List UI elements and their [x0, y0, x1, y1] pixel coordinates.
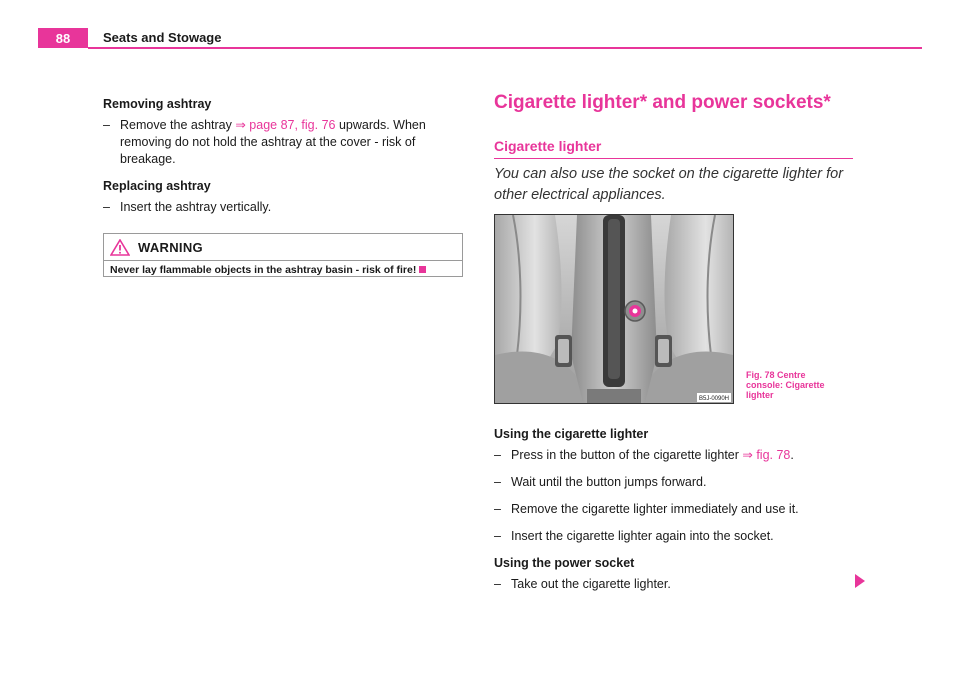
step-text: Take out the cigarette lighter. — [511, 577, 671, 591]
step-text — [511, 447, 864, 464]
step-text: Insert the ashtray vertically. — [120, 200, 272, 214]
warning-header — [104, 234, 462, 261]
header-divider — [88, 47, 922, 49]
socket-step — [494, 576, 864, 593]
step-dash: – — [494, 502, 501, 516]
replacing-step — [103, 199, 468, 216]
warning-body-text: Never lay flammable objects in the ashtray basin - risk of fire! — [110, 264, 417, 276]
lighter-step — [494, 528, 864, 545]
usage-instructions — [494, 426, 864, 603]
step-text-part: . — [790, 448, 794, 462]
removing-ashtray-heading: Removing ashtray — [103, 97, 212, 111]
step-text-part: upwards. When removing do not hold the ashtray at the cover - risk of breakage. — [120, 118, 426, 166]
replacing-ashtray-heading: Replacing ashtray — [103, 179, 211, 193]
page-number: 88 — [38, 28, 88, 48]
step-dash: – — [494, 529, 501, 543]
left-column — [103, 96, 468, 226]
page-header-title: Seats and Stowage — [103, 30, 222, 45]
step-dash: – — [494, 448, 501, 462]
step-text — [120, 117, 468, 168]
centre-console-figure — [494, 214, 734, 404]
lighter-step — [494, 447, 864, 464]
step-text: Wait until the button jumps forward. — [511, 475, 707, 489]
subsection-title: Cigarette lighter — [494, 138, 602, 154]
removing-step — [103, 117, 468, 168]
step-text: Insert the cigarette lighter again into the socket. — [511, 529, 774, 543]
section-title: Cigarette lighter* and power sockets* — [494, 92, 831, 113]
section-end-marker — [419, 266, 426, 273]
right-column — [494, 92, 874, 591]
subsection-title-bar — [494, 138, 853, 159]
step-dash: – — [494, 475, 501, 489]
step-text-part: Remove the ashtray — [120, 118, 236, 132]
figure-caption: Fig. 78 Centre console: Cigarette lighter — [746, 370, 825, 400]
step-text: Remove the cigarette lighter immediately and use it. — [511, 502, 799, 516]
warning-text — [104, 261, 462, 279]
lighter-step — [494, 501, 864, 518]
centre-console-illustration — [495, 215, 733, 403]
using-socket-heading: Using the power socket — [494, 556, 635, 570]
intro-text: You can also use the socket on the cigarette lighter for other electrical appliances. — [494, 166, 844, 203]
step-dash: – — [103, 118, 110, 132]
cross-reference-link[interactable]: ⇒ fig. 78 — [742, 448, 791, 462]
lighter-step — [494, 474, 864, 491]
figure-code: B5J-0090H — [698, 396, 730, 402]
using-lighter-heading: Using the cigarette lighter — [494, 427, 649, 441]
warning-triangle-icon — [110, 239, 130, 256]
step-dash: – — [494, 577, 501, 591]
next-page-arrow-icon[interactable] — [855, 574, 865, 588]
warning-box — [103, 233, 463, 277]
step-dash: – — [103, 200, 110, 214]
step-text-part: Press in the button of the cigarette lighter — [511, 448, 743, 462]
cross-reference-link[interactable]: ⇒ page 87, fig. 76 — [235, 118, 336, 132]
warning-title: WARNING — [138, 239, 203, 255]
